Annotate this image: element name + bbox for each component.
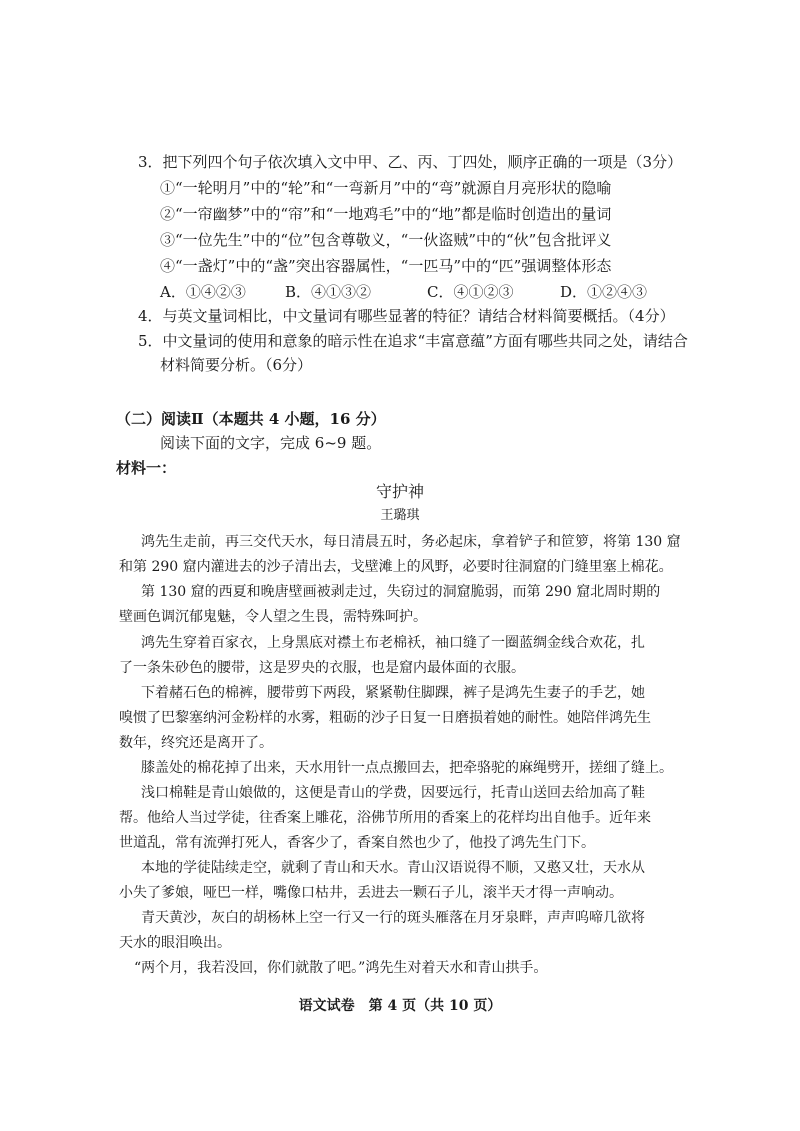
- story-line: 了一条朱砂色的腰带，这是罗央的衣服，也是窟内最体面的衣服。: [119, 660, 525, 676]
- story-line: 壁画色调沉郁鬼魅，令人望之生畏，需特殊呵护。: [119, 609, 427, 625]
- question-3-option-b: B．④①③②: [285, 283, 372, 301]
- story-line: “两个月，我若没回，你们就散了吧。”鸿先生对着天水和青山拱手。: [134, 960, 548, 976]
- section-instruction: 阅读下面的文字，完成 6~9 题。: [160, 434, 382, 452]
- story-line: 青天黄沙，灰白的胡杨林上空一行又一行的斑头雁落在月牙泉畔，声声呜啼几欲将: [141, 910, 645, 926]
- story-line: 本地的学徒陆续走空，就剩了青山和天水。青山汉语说得不顺，又憨又壮，天水从: [141, 860, 645, 876]
- story-line: 第 130 窟的西夏和晚唐壁画被剥走过，失窃过的洞窟脆弱，而第 290 窟北周时期的: [141, 584, 661, 600]
- story-title: 守护神: [375, 482, 424, 501]
- story-line: 和第 290 窟内灌进去的沙子清出去，戈壁滩上的风野，必要时往洞窟的门缝里塞上棉花。: [119, 559, 673, 575]
- question-3-option-c: C．④①②③: [427, 283, 514, 301]
- story-line: 浅口棉鞋是青山娘做的，这便是青山的学费，因要远行，托青山送回去给加高了鞋: [141, 785, 645, 801]
- story-line: 数年，终究还是离开了。: [119, 735, 273, 751]
- question-5-line-2: 材料简要分析。（6分）: [160, 356, 313, 374]
- section-heading: （二）阅读Ⅱ（本题共 4 小题，16 分）: [116, 410, 386, 428]
- page-footer: 语文试卷 第 4 页（共 10 页）: [298, 998, 502, 1014]
- question-3-stem: 3．把下列四个句子依次填入文中甲、乙、丙、丁四处，顺序正确的一项是（3分）: [138, 153, 683, 171]
- story-line: 天水的眼泪唤出。: [119, 935, 231, 951]
- story-author: 王璐琪: [380, 508, 420, 523]
- question-3-option-a: A．①④②③: [160, 283, 246, 301]
- question-3-item-1: ①“一轮明月”中的“轮”和“一弯新月”中的“弯”就源自月亮形状的隐喻: [160, 179, 612, 197]
- story-line: 下着赭石色的棉裤，腰带剪下两段，紧紧勒住脚踝，裤子是鸿先生妻子的手艺，她: [141, 685, 645, 701]
- question-3-option-d: D．①②④③: [560, 283, 648, 301]
- material-label: 材料一：: [116, 459, 177, 477]
- story-line: 嗅惯了巴黎塞纳河金粉样的水雾，粗砺的沙子日复一日磨损着她的耐性。她陪伴鸿先生: [119, 710, 651, 726]
- story-line: 世道乱，常有流弹打死人，香客少了，香案自然也少了，他投了鸿先生门下。: [119, 835, 595, 851]
- question-3-item-2: ②“一帘幽梦”中的“帘”和“一地鸡毛”中的“地”都是临时创造出的量词: [160, 205, 612, 223]
- story-line: 鸿先生走前，再三交代天水，每日清晨五时，务必起床，拿着铲子和笸箩，将第 130 窟: [141, 534, 681, 550]
- question-3-item-4: ④“一盏灯”中的“盏”突出容器属性，“一匹马”中的“匹”强调整体形态: [160, 257, 612, 275]
- question-4: 4．与英文量词相比，中文量词有哪些显著的特征？请结合材料简要概括。（4分）: [138, 307, 675, 325]
- question-3-item-3: ③“一位先生”中的“位”包含尊敬义，“一伙盗贼”中的“伙”包含批评义: [160, 231, 612, 249]
- story-line: 膝盖处的棉花掉了出来，天水用针一点点搬回去，把牵骆驼的麻绳劈开，搓细了缝上。: [141, 760, 673, 776]
- story-line: 小失了爹娘，哑巴一样，嘴像口枯井，丢进去一颗石子儿，滚半天才得一声响动。: [119, 885, 623, 901]
- story-line: 鸿先生穿着百家衣，上身黑底对襟土布老棉袄，袖口缝了一圈蓝绸金线合欢花，扎: [141, 635, 645, 651]
- story-line: 帮。他给人当过学徒，往香案上雕花，浴佛节所用的香案上的花样均出自他手。近年来: [119, 810, 651, 826]
- question-5-line-1: 5．中文量词的使用和意象的暗示性在追求“丰富意蕴”方面有哪些共同之处，请结合: [138, 332, 688, 350]
